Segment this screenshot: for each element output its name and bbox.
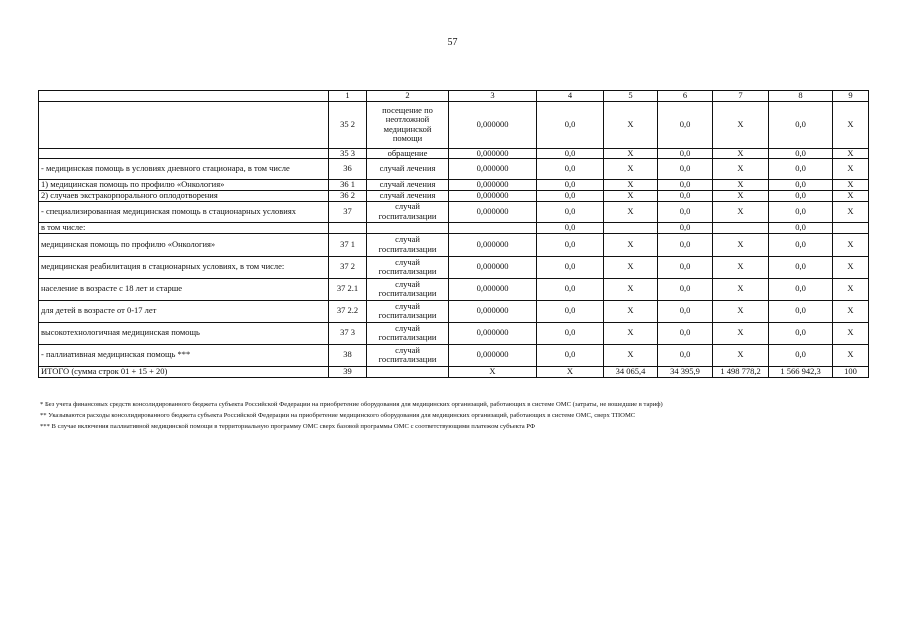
table-cell: X xyxy=(833,344,869,366)
table-cell xyxy=(833,222,869,233)
table-cell: X xyxy=(604,101,658,148)
column-number-cell: 6 xyxy=(658,91,713,102)
table-cell: 36 2 xyxy=(329,191,367,202)
table-cell: случай госпитализации xyxy=(367,201,449,222)
table-cell: X xyxy=(833,278,869,300)
table-cell: X xyxy=(604,233,658,256)
table-cell: 0,0 xyxy=(658,278,713,300)
table-cell: 0,0 xyxy=(769,233,833,256)
table-cell: 0,0 xyxy=(769,180,833,191)
table-cell: 36 1 xyxy=(329,180,367,191)
row-label-cell xyxy=(39,148,329,159)
row-label-cell: высокотехнологичная медицинская помощь xyxy=(39,322,329,344)
table-cell: 0,0 xyxy=(658,148,713,159)
table-cell: X xyxy=(833,322,869,344)
table-row xyxy=(39,159,869,180)
column-number-cell: 5 xyxy=(604,91,658,102)
table-cell: X xyxy=(833,101,869,148)
footnote: ** Указываются расходы консолидированного бюджета субъекта Российской Федерации на приобретение медицинского оборудования для медицинских организаций, работающих в системе ОМС, сверх ТПОМС xyxy=(40,412,636,419)
table-cell: 35 2 xyxy=(329,101,367,148)
table-row xyxy=(39,222,869,233)
table-cell: 0,0 xyxy=(537,159,604,180)
column-number-cell: 7 xyxy=(713,91,769,102)
table-cell: X xyxy=(833,148,869,159)
table-cell: X xyxy=(833,201,869,222)
table-cell: случай госпитализации xyxy=(367,233,449,256)
table-cell: 0,0 xyxy=(658,344,713,366)
table-cell: случай лечения xyxy=(367,159,449,180)
table-row xyxy=(39,256,869,278)
table-cell: посещение по неотложной медицинской помощи xyxy=(367,101,449,148)
table-row xyxy=(39,300,869,322)
table-cell: 0,000000 xyxy=(449,148,537,159)
row-label-cell: - специализированная медицинская помощь в стационарных условиях xyxy=(39,201,329,222)
row-label-cell: медицинская помощь по профилю «Онкология» xyxy=(39,233,329,256)
table-cell: X xyxy=(604,201,658,222)
table-cell: X xyxy=(449,366,537,377)
table-row xyxy=(39,148,869,159)
table-cell: 36 xyxy=(329,159,367,180)
table-cell: 0,0 xyxy=(658,101,713,148)
table-cell: 0,0 xyxy=(537,256,604,278)
table-cell: 0,0 xyxy=(658,300,713,322)
table-cell: 100 xyxy=(833,366,869,377)
table-row xyxy=(39,201,869,222)
table-cell: 0,0 xyxy=(769,300,833,322)
table-cell: 39 xyxy=(329,366,367,377)
table-cell: X xyxy=(604,278,658,300)
table-cell: X xyxy=(604,256,658,278)
table-cell: X xyxy=(713,101,769,148)
table-cell: X xyxy=(713,233,769,256)
table-row xyxy=(39,322,869,344)
table-cell: случай госпитализации xyxy=(367,278,449,300)
table-cell: 0,000000 xyxy=(449,201,537,222)
table-cell: X xyxy=(833,180,869,191)
table-cell: 37 2.1 xyxy=(329,278,367,300)
column-number-cell: 9 xyxy=(833,91,869,102)
table-cell xyxy=(367,366,449,377)
table-cell: X xyxy=(713,344,769,366)
table-cell: 0,0 xyxy=(658,191,713,202)
table-cell: 37 3 xyxy=(329,322,367,344)
row-label-cell: медицинская реабилитация в стационарных условиях, в том числе: xyxy=(39,256,329,278)
footnote: * Без учета финансовых средств консолидированного бюджета субъекта Российской Федерации на приобретение оборудования для медицинских организаций, работающих в системе ОМС (затраты, не вошедшие в тариф) xyxy=(40,401,663,408)
table-row xyxy=(39,278,869,300)
row-label-cell: в том числе: xyxy=(39,222,329,233)
table-cell: 0,0 xyxy=(769,148,833,159)
column-number-cell xyxy=(39,91,329,102)
table-cell: X xyxy=(713,191,769,202)
table-cell: X xyxy=(833,191,869,202)
row-label-cell: 2) случаев экстракорпорального оплодотворения xyxy=(39,191,329,202)
table-cell: X xyxy=(713,180,769,191)
row-label-cell: - паллиативная медицинская помощь *** xyxy=(39,344,329,366)
table-cell: X xyxy=(713,159,769,180)
table-cell: 0,000000 xyxy=(449,322,537,344)
table-cell: 0,000000 xyxy=(449,278,537,300)
table-cell: X xyxy=(604,191,658,202)
table-cell: 0,000000 xyxy=(449,233,537,256)
table-cell: 0,0 xyxy=(537,233,604,256)
table-cell: 34 395,9 xyxy=(658,366,713,377)
table-cell: 0,0 xyxy=(537,344,604,366)
table-cell: X xyxy=(604,159,658,180)
table-cell: 0,0 xyxy=(658,180,713,191)
column-number-cell: 2 xyxy=(367,91,449,102)
row-label-cell: - медицинская помощь в условиях дневного стационара, в том числе xyxy=(39,159,329,180)
table-cell: 0,0 xyxy=(537,322,604,344)
table-cell: X xyxy=(713,322,769,344)
table-cell xyxy=(604,222,658,233)
table-cell: 0,0 xyxy=(658,233,713,256)
table-cell: 0,000000 xyxy=(449,159,537,180)
row-label-cell: население в возрасте с 18 лет и старше xyxy=(39,278,329,300)
table-cell xyxy=(449,222,537,233)
table-cell: 0,0 xyxy=(769,278,833,300)
table-cell: 0,0 xyxy=(537,191,604,202)
table-cell: 37 xyxy=(329,201,367,222)
table-cell: 0,000000 xyxy=(449,344,537,366)
row-label-cell: ИТОГО (сумма строк 01 + 15 + 20) xyxy=(39,366,329,377)
table-cell: 0,000000 xyxy=(449,180,537,191)
table-cell: 0,0 xyxy=(658,222,713,233)
table-cell: X xyxy=(833,233,869,256)
table-cell: случай госпитализации xyxy=(367,300,449,322)
table-cell: 0,0 xyxy=(769,322,833,344)
table-cell: X xyxy=(604,300,658,322)
table-cell: 37 2 xyxy=(329,256,367,278)
table-row xyxy=(39,191,869,202)
table-cell: X xyxy=(713,201,769,222)
table-cell: 0,000000 xyxy=(449,101,537,148)
column-number-cell: 3 xyxy=(449,91,537,102)
table-header-row xyxy=(39,91,869,102)
table-cell: X xyxy=(833,256,869,278)
table-row xyxy=(39,366,869,377)
footnotes xyxy=(40,399,880,432)
table-cell: 0,0 xyxy=(769,222,833,233)
table-cell: случай госпитализации xyxy=(367,256,449,278)
table-cell: обращение xyxy=(367,148,449,159)
table-cell: 0,000000 xyxy=(449,256,537,278)
column-number-cell: 4 xyxy=(537,91,604,102)
table-cell: X xyxy=(713,148,769,159)
table-cell: случай госпитализации xyxy=(367,322,449,344)
table-cell: X xyxy=(604,148,658,159)
table-cell: 0,0 xyxy=(769,101,833,148)
table-cell: 37 1 xyxy=(329,233,367,256)
table-cell: X xyxy=(833,159,869,180)
table-cell: 0,0 xyxy=(537,180,604,191)
page-number: 57 xyxy=(447,37,458,48)
table-cell xyxy=(329,222,367,233)
table-cell: 0,0 xyxy=(658,256,713,278)
table-cell: 37 2.2 xyxy=(329,300,367,322)
table-cell: случай лечения xyxy=(367,180,449,191)
table-cell: 0,0 xyxy=(769,191,833,202)
table-cell: 1 566 942,3 xyxy=(769,366,833,377)
table-cell: случай лечения xyxy=(367,191,449,202)
table-row xyxy=(39,101,869,148)
table-cell: 0,0 xyxy=(658,201,713,222)
column-number-cell: 1 xyxy=(329,91,367,102)
table-row xyxy=(39,344,869,366)
financing-table xyxy=(38,90,869,378)
table-cell: X xyxy=(537,366,604,377)
table-cell: X xyxy=(604,344,658,366)
table-cell: случай госпитализации xyxy=(367,344,449,366)
table-cell xyxy=(713,222,769,233)
table-cell: 0,0 xyxy=(537,148,604,159)
table-cell: 0,0 xyxy=(769,159,833,180)
table-cell: 0,0 xyxy=(658,322,713,344)
table-cell xyxy=(367,222,449,233)
footnote: *** В случае включения паллиативной медицинской помощи в территориальную программу ОМС сверх базовой программы ОМС с соответствующими платежом субъекта РФ xyxy=(40,423,536,430)
row-label-cell xyxy=(39,101,329,148)
table-cell: 0,0 xyxy=(769,256,833,278)
table-cell: X xyxy=(713,278,769,300)
table-row xyxy=(39,233,869,256)
table-cell: 0,0 xyxy=(537,101,604,148)
table-cell: 35 3 xyxy=(329,148,367,159)
table-cell: 0,0 xyxy=(769,201,833,222)
table-cell: 0,0 xyxy=(537,222,604,233)
table-cell: X xyxy=(604,322,658,344)
table-cell: 0,000000 xyxy=(449,300,537,322)
table-cell: 38 xyxy=(329,344,367,366)
row-label-cell: 1) медицинская помощь по профилю «Онкология» xyxy=(39,180,329,191)
table-cell: 0,0 xyxy=(537,300,604,322)
table-cell: 0,000000 xyxy=(449,191,537,202)
row-label-cell: для детей в возрасте от 0-17 лет xyxy=(39,300,329,322)
table-row xyxy=(39,180,869,191)
table-cell: X xyxy=(713,256,769,278)
table-cell: 0,0 xyxy=(769,344,833,366)
table-cell: 1 498 778,2 xyxy=(713,366,769,377)
table-cell: 0,0 xyxy=(537,201,604,222)
table-cell: 0,0 xyxy=(537,278,604,300)
table-cell: X xyxy=(604,180,658,191)
column-number-cell: 8 xyxy=(769,91,833,102)
table-cell: 0,0 xyxy=(658,159,713,180)
table-cell: X xyxy=(833,300,869,322)
table-cell: X xyxy=(713,300,769,322)
table-cell: 34 065,4 xyxy=(604,366,658,377)
